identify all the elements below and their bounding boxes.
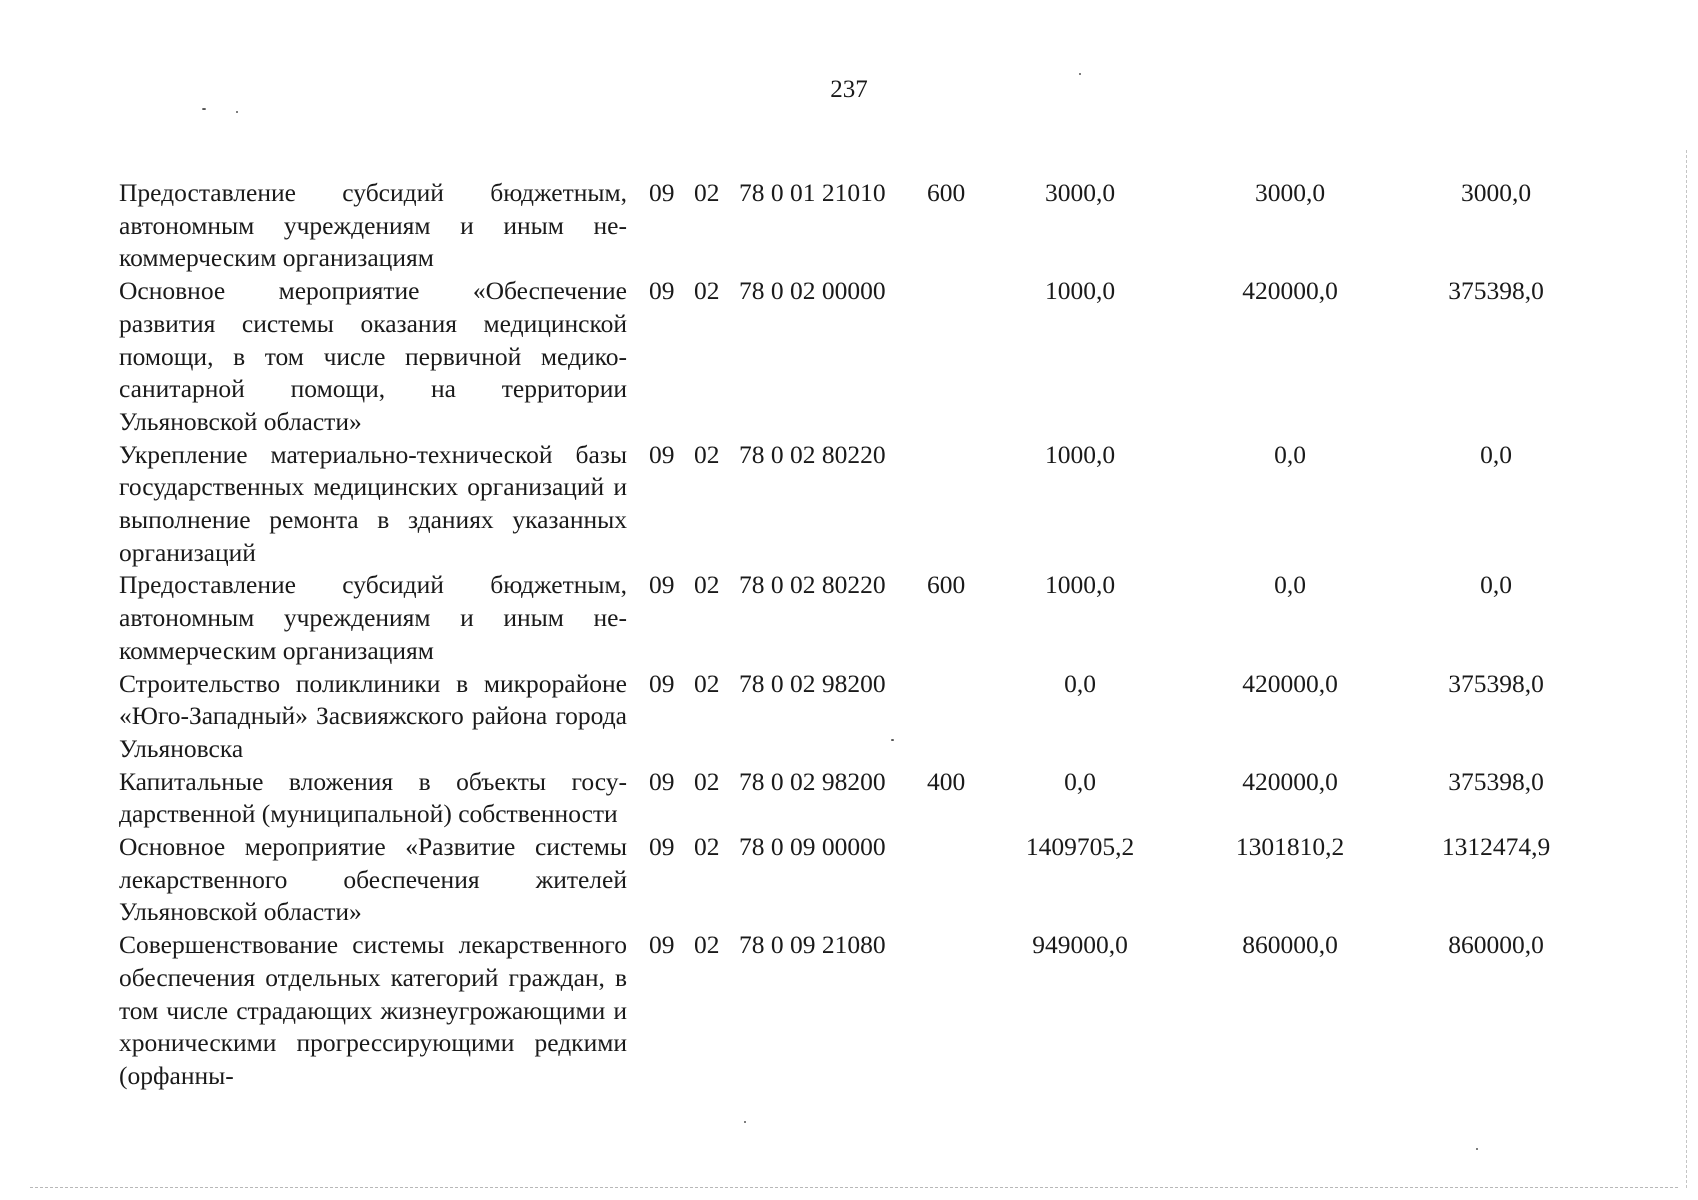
section-code: 09 xyxy=(649,570,675,600)
budget-table xyxy=(119,177,1551,1093)
scan-speck xyxy=(744,1121,746,1123)
target-article-code: 78 0 02 98200 xyxy=(739,668,886,698)
scan-speck xyxy=(236,111,238,113)
scan-right-border xyxy=(1686,150,1687,1188)
subsection-code: 02 xyxy=(694,276,720,306)
row-description: Основное мероприятие «Развитие системы лекарственного обеспечения жителей Ульяновской области» xyxy=(119,832,627,927)
amount-col-1: 3000,0 xyxy=(1044,178,1116,207)
page-number-text: 237 xyxy=(830,76,868,103)
amount-col-3: 0,0 xyxy=(1480,439,1512,469)
amount-col-3: 375398,0 xyxy=(1448,766,1544,796)
section-code: 09 xyxy=(649,439,675,469)
target-article-code: 78 0 02 98200 xyxy=(739,766,886,796)
amount-col-2: 860000,0 xyxy=(1242,930,1338,960)
subsection-code: 02 xyxy=(694,668,720,698)
amount-col-1: 0,0 xyxy=(1064,766,1096,796)
target-article-code: 78 0 01 21010 xyxy=(739,178,886,207)
amount-col-2: 420000,0 xyxy=(1242,276,1338,306)
target-article-code: 78 0 02 80220 xyxy=(739,439,886,469)
scan-bottom-border xyxy=(30,1187,1678,1188)
target-article-code: 78 0 09 00000 xyxy=(739,832,886,862)
expense-type-code: 600 xyxy=(927,570,966,600)
scan-speck xyxy=(1476,1148,1478,1150)
subsection-code: 02 xyxy=(694,930,720,960)
section-code: 09 xyxy=(649,930,675,960)
row-description: Строительство поликлиники в микрорайоне «Юго-Западный» Засвияжского района города Ульяновска xyxy=(119,668,627,763)
amount-col-2: 420000,0 xyxy=(1242,668,1338,698)
amount-col-3: 3000,0 xyxy=(1460,178,1532,207)
amount-col-3: 0,0 xyxy=(1480,570,1512,600)
table-row xyxy=(119,831,1551,929)
table-row xyxy=(119,766,1544,831)
amount-col-2: 3000,0 xyxy=(1254,178,1326,207)
table-row xyxy=(119,439,1512,570)
row-description: Совершенствование системы лекарственного обеспечения отдельных категорий граждан, в том числе страдающих жизнеугрожающими и хроническими прогрессирующими редкими (орфанны- xyxy=(119,930,627,1090)
subsection-code: 02 xyxy=(694,832,720,862)
amount-col-1: 949000,0 xyxy=(1032,930,1128,960)
page-number xyxy=(0,76,1698,104)
amount-col-2: 1301810,2 xyxy=(1235,832,1345,862)
scan-speck xyxy=(202,108,206,110)
section-code: 09 xyxy=(649,276,675,306)
expense-type-code: 600 xyxy=(927,178,966,207)
amount-col-3: 375398,0 xyxy=(1448,276,1544,306)
row-description: Предоставление субсидий бюджетным, автономным учреждениям и иным некоммерческим организациям xyxy=(119,178,627,273)
row-description: Укрепление материально-технической базы государственных медицинских организаций и выполнение ремонта в зданиях указанных организаций xyxy=(119,439,627,567)
subsection-code: 02 xyxy=(694,766,720,796)
row-description: Предоставление субсидий бюджетным, автономным учреждениям и иным некоммерческим организациям xyxy=(119,570,627,665)
amount-col-2: 0,0 xyxy=(1274,570,1306,600)
amount-col-2: 420000,0 xyxy=(1242,766,1338,796)
amount-col-1: 1000,0 xyxy=(1044,439,1116,469)
target-article-code: 78 0 02 00000 xyxy=(739,276,886,306)
amount-col-1: 0,0 xyxy=(1064,668,1096,698)
amount-col-1: 1000,0 xyxy=(1044,276,1116,306)
target-article-code: 78 0 02 80220 xyxy=(739,570,886,600)
subsection-code: 02 xyxy=(694,178,720,207)
section-code: 09 xyxy=(649,832,675,862)
expense-type-code: 400 xyxy=(927,766,966,796)
row-description: Капитальные вложения в объекты государственной (муниципальной) собственности xyxy=(119,766,627,829)
amount-col-2: 0,0 xyxy=(1274,439,1306,469)
section-code: 09 xyxy=(649,766,675,796)
table-row xyxy=(119,569,1512,667)
amount-col-1: 1000,0 xyxy=(1044,570,1116,600)
amount-col-3: 860000,0 xyxy=(1448,930,1544,960)
amount-col-3: 375398,0 xyxy=(1448,668,1544,698)
scan-speck xyxy=(891,739,894,741)
subsection-code: 02 xyxy=(694,570,720,600)
table-row xyxy=(119,275,1544,439)
scan-speck xyxy=(1079,73,1081,75)
table-row xyxy=(119,929,1544,1093)
amount-col-1: 1409705,2 xyxy=(1025,832,1135,862)
subsection-code: 02 xyxy=(694,439,720,469)
row-description: Основное мероприятие «Обеспечение развития системы оказания медицинской помощи, в том числе первичной медико-санитарной помощи, на территории Ульяновской области» xyxy=(119,276,627,436)
section-code: 09 xyxy=(649,178,675,207)
amount-col-3: 1312474,9 xyxy=(1441,832,1551,862)
target-article-code: 78 0 09 21080 xyxy=(739,930,886,960)
table-row xyxy=(119,668,1544,766)
table-row xyxy=(119,177,1532,275)
section-code: 09 xyxy=(649,668,675,698)
